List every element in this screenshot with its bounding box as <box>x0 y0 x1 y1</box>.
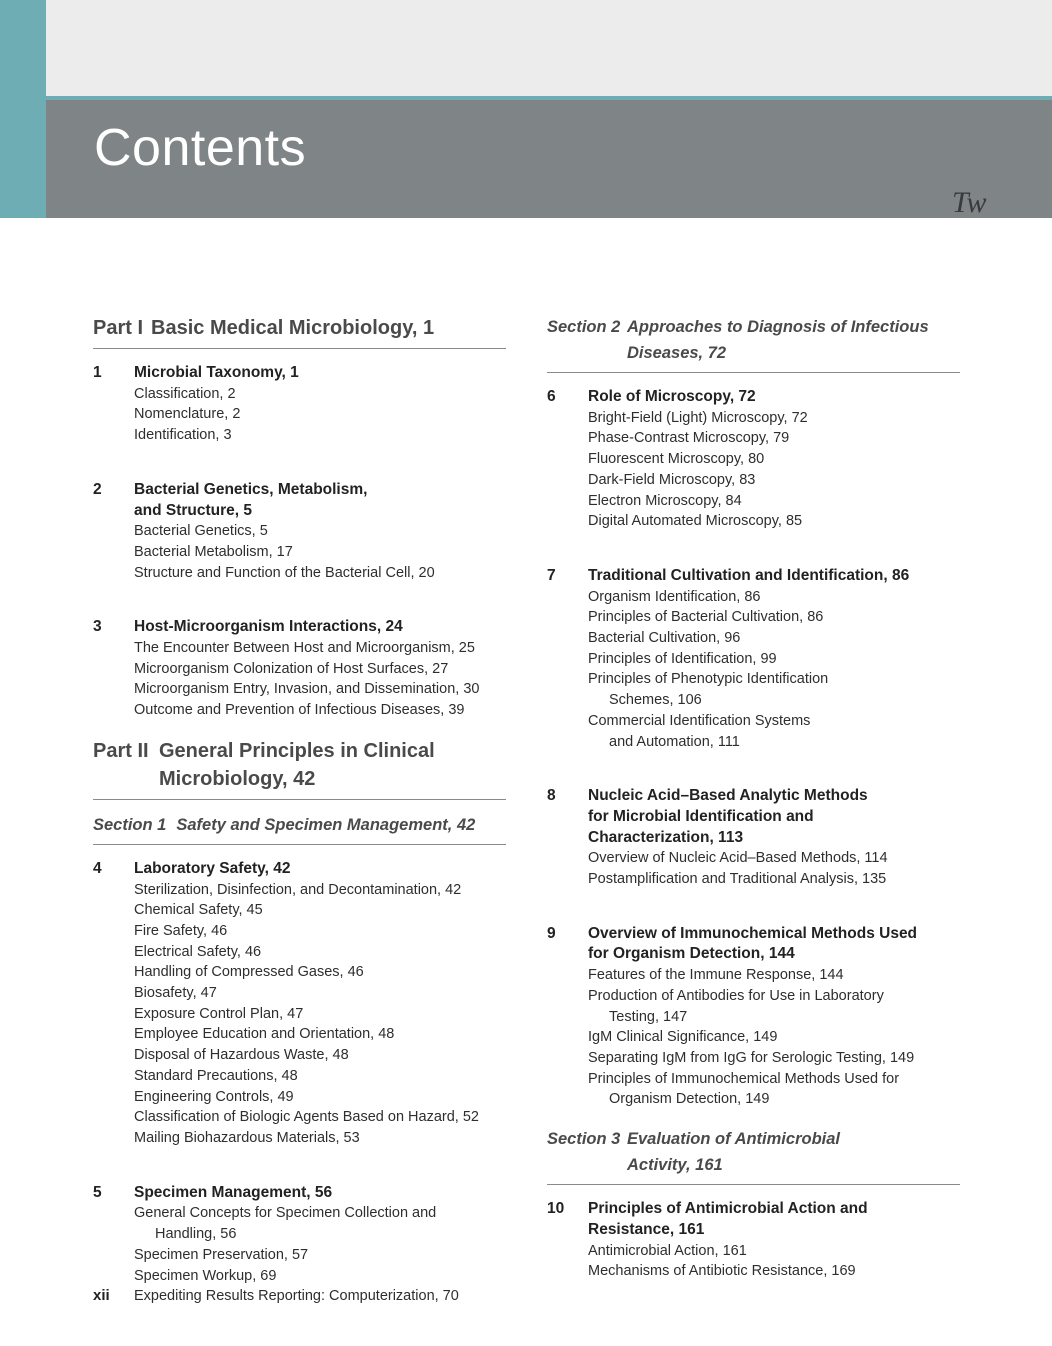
part-title-line: Microbiology, 42 <box>159 767 316 790</box>
topic-entry[interactable] <box>134 1203 506 1244</box>
chapter-entry[interactable] <box>93 480 506 584</box>
chapter-title <box>134 617 506 638</box>
topic-entry[interactable] <box>134 1066 506 1087</box>
topic-entry[interactable] <box>588 869 960 890</box>
toc-left-column <box>93 314 506 1307</box>
section-title-line: Diseases, 72 <box>627 344 727 362</box>
topic-entry-line: Structure and Function of the Bacterial Cell, 20 <box>134 564 435 581</box>
topic-entry[interactable] <box>134 1107 506 1128</box>
chapter-number: 2 <box>93 480 102 498</box>
topic-entry-line: Employee Education and Orientation, 48 <box>134 1026 395 1043</box>
topic-entry-line: Bacterial Metabolism, 17 <box>134 543 293 560</box>
chapter-number: 1 <box>93 364 102 381</box>
topic-entry[interactable] <box>588 511 960 532</box>
topic-entry[interactable] <box>588 986 960 1027</box>
topic-list <box>134 1203 506 1307</box>
chapter-entry[interactable] <box>547 1199 960 1282</box>
chapter-number: 8 <box>547 787 556 805</box>
topic-entry-line: Chemical Safety, 45 <box>134 902 263 919</box>
chapter-title <box>134 1183 506 1204</box>
header-top-band <box>0 0 1052 97</box>
chapter-title-line: for Microbial Identification and <box>588 807 814 825</box>
topic-entry[interactable] <box>134 1128 506 1149</box>
chapter-title-line: Microbial Taxonomy, 1 <box>134 364 299 381</box>
topic-list <box>588 848 960 889</box>
topic-entry[interactable] <box>588 965 960 986</box>
topic-entry[interactable] <box>588 470 960 491</box>
part-label: Part II <box>93 739 149 762</box>
topic-list <box>588 1241 960 1282</box>
chapter-number: 9 <box>547 924 556 942</box>
topic-entry[interactable] <box>588 408 960 429</box>
chapter-title-line: Host-Microorganism Interactions, 24 <box>134 618 403 636</box>
topic-entry[interactable] <box>134 1045 506 1066</box>
chapter-entry[interactable] <box>93 1183 506 1307</box>
topic-entry[interactable] <box>588 711 960 752</box>
chapter-title <box>588 1199 960 1240</box>
topic-entry-line: Electron Microscopy, 84 <box>588 492 742 509</box>
topic-entry[interactable] <box>134 521 506 542</box>
topic-entry-line: Mechanisms of Antibiotic Resistance, 169 <box>588 1263 856 1280</box>
topic-entry[interactable] <box>588 491 960 512</box>
topic-list <box>134 384 506 446</box>
topic-entry-line: Microorganism Entry, Invasion, and Dissemination, 30 <box>134 681 480 698</box>
topic-entry[interactable] <box>588 1261 960 1282</box>
topic-list <box>588 587 960 753</box>
chapter-title-line: and Structure, 5 <box>134 501 252 519</box>
topic-entry-line: Sterilization, Disinfection, and Decontamination, 42 <box>134 881 462 898</box>
part-heading[interactable] <box>93 314 506 349</box>
chapter-title-line: Nucleic Acid–Based Analytic Methods <box>588 787 868 805</box>
topic-entry[interactable] <box>134 1024 506 1045</box>
chapter-title-line: for Organism Detection, 144 <box>588 945 795 963</box>
chapter-title <box>588 786 960 848</box>
topic-entry-line: Fluorescent Microscopy, 80 <box>588 451 765 468</box>
topic-entry[interactable] <box>588 848 960 869</box>
topic-entry-line: Principles of Bacterial Cultivation, 86 <box>588 609 824 626</box>
chapter-entry[interactable] <box>547 786 960 890</box>
topic-entry[interactable] <box>588 1241 960 1262</box>
topic-entry-line: Classification of Biologic Agents Based on Hazard, 52 <box>134 1109 479 1126</box>
topic-entry-line: Expediting Results Reporting: Computerization, 70 <box>134 1288 459 1305</box>
topic-entry[interactable] <box>134 1286 506 1307</box>
topic-entry[interactable] <box>588 1027 960 1048</box>
topic-entry-line: Bacterial Genetics, 5 <box>134 523 268 540</box>
topic-entry-line: The Encounter Between Host and Microorganism, 25 <box>134 640 475 657</box>
topic-entry-line: Handling, 56 <box>155 1226 237 1243</box>
topic-entry[interactable] <box>588 1069 960 1110</box>
chapter-entry[interactable] <box>93 617 506 721</box>
section-title-line: Activity, 161 <box>627 1156 723 1175</box>
accent-bar <box>0 0 46 218</box>
chapter-title-line: Role of Microscopy, 72 <box>588 388 756 405</box>
topic-entry-line: Disposal of Hazardous Waste, 48 <box>134 1047 349 1064</box>
topic-entry[interactable] <box>134 1245 506 1266</box>
topic-entry[interactable] <box>134 659 506 680</box>
chapter-title-line: Principles of Antimicrobial Action and <box>588 1200 868 1218</box>
topic-entry[interactable] <box>134 563 506 584</box>
topic-entry-line: Schemes, 106 <box>609 692 702 709</box>
chapter-number: 7 <box>547 566 556 584</box>
topic-entry-line: Overview of Nucleic Acid–Based Methods, 114 <box>588 850 888 867</box>
topic-entry-line: Commercial Identification Systems <box>588 712 811 729</box>
topic-entry-line: Dark-Field Microscopy, 83 <box>588 471 756 488</box>
topic-entry[interactable] <box>588 1048 960 1069</box>
topic-entry[interactable] <box>134 962 506 983</box>
chapter-entry[interactable] <box>93 859 506 1149</box>
section-label: Section 3 <box>547 1130 621 1149</box>
topic-entry-line: Bacterial Cultivation, 96 <box>588 630 741 647</box>
part-label: Part I <box>93 317 144 339</box>
topic-entry-line: Production of Antibodies for Use in Laboratory <box>588 987 884 1004</box>
topic-entry-line: Postamplification and Traditional Analysis, 135 <box>588 871 887 888</box>
chapter-entry[interactable] <box>93 363 506 446</box>
chapter-title <box>134 363 506 384</box>
topic-entry-line: Antimicrobial Action, 161 <box>588 1242 747 1259</box>
topic-entry-line: Testing, 147 <box>609 1008 688 1025</box>
topic-entry-line: Specimen Workup, 69 <box>134 1267 277 1284</box>
topic-entry-line: Microorganism Colonization of Host Surfaces, 27 <box>134 660 449 677</box>
topic-entry-line: IgM Clinical Significance, 149 <box>588 1029 778 1046</box>
topic-entry[interactable] <box>134 638 506 659</box>
section-title-line: Evaluation of Antimicrobial <box>627 1130 840 1149</box>
topic-list <box>588 965 960 1110</box>
topic-entry-line: and Automation, 111 <box>609 733 740 750</box>
topic-entry[interactable] <box>134 425 506 446</box>
topic-entry[interactable] <box>588 587 960 608</box>
topic-entry[interactable] <box>134 384 506 405</box>
topic-entry[interactable] <box>588 449 960 470</box>
chapter-title <box>134 480 506 521</box>
topic-entry-line: Biosafety, 47 <box>134 985 217 1002</box>
topic-entry-line: Nomenclature, 2 <box>134 406 241 423</box>
topic-entry-line: Phase-Contrast Microscopy, 79 <box>588 430 790 447</box>
topic-entry[interactable] <box>134 542 506 563</box>
topic-entry-line: Fire Safety, 46 <box>134 922 228 939</box>
page-title: Contents <box>94 119 307 177</box>
chapter-title-line: Characterization, 113 <box>588 828 744 846</box>
chapter-title <box>588 566 960 587</box>
topic-entry[interactable] <box>588 669 960 710</box>
topic-entry-line: Digital Automated Microscopy, 85 <box>588 513 803 530</box>
topic-entry[interactable] <box>134 404 506 425</box>
chapter-title-line: Traditional Cultivation and Identification, 86 <box>588 566 910 584</box>
chapter-title-line: Resistance, 161 <box>588 1220 705 1238</box>
topic-entry[interactable] <box>134 983 506 1004</box>
topic-entry[interactable] <box>134 900 506 921</box>
publisher-logo-mark: Tw <box>952 186 987 219</box>
topic-list <box>588 408 960 532</box>
part-heading[interactable] <box>93 737 506 800</box>
topic-entry-line: Features of the Immune Response, 144 <box>588 967 844 984</box>
topic-entry-line: Organism Identification, 86 <box>588 588 761 605</box>
topic-entry[interactable] <box>134 921 506 942</box>
chapter-number: 6 <box>547 388 556 405</box>
topic-list <box>134 521 506 583</box>
topic-entry[interactable] <box>134 880 506 901</box>
page-number: xii <box>93 1287 110 1304</box>
topic-entry-line: Classification, 2 <box>134 385 236 402</box>
chapter-title-line: Overview of Immunochemical Methods Used <box>588 924 918 942</box>
topic-entry[interactable] <box>134 942 506 963</box>
topic-entry[interactable] <box>588 607 960 628</box>
section-label: Section 2 <box>547 318 621 336</box>
chapter-title <box>588 387 960 408</box>
chapter-entry[interactable] <box>547 387 960 532</box>
topic-entry-line: Principles of Immunochemical Methods Used for <box>588 1070 900 1087</box>
topic-entry-line: Identification, 3 <box>134 427 232 444</box>
topic-entry-line: Electrical Safety, 46 <box>134 943 262 960</box>
section-title: Safety and Specimen Management, 42 <box>176 815 476 834</box>
chapter-number: 10 <box>547 1200 565 1218</box>
chapter-entry[interactable] <box>547 566 960 752</box>
section-heading[interactable] <box>547 314 960 373</box>
topic-entry[interactable] <box>134 1087 506 1108</box>
topic-entry[interactable] <box>134 1004 506 1025</box>
topic-entry-line: Separating IgM from IgG for Serologic Testing, 149 <box>588 1049 915 1066</box>
toc-right-column <box>547 314 960 1282</box>
topic-entry-line: Organism Detection, 149 <box>609 1091 770 1108</box>
topic-entry-line: General Concepts for Specimen Collection and <box>134 1205 437 1222</box>
topic-entry[interactable] <box>134 700 506 721</box>
chapter-title-line: Laboratory Safety, 42 <box>134 859 291 877</box>
chapter-entry[interactable] <box>547 924 960 1110</box>
topic-entry-line: Principles of Identification, 99 <box>588 650 777 667</box>
topic-entry-line: Exposure Control Plan, 47 <box>134 1005 304 1022</box>
topic-list <box>134 880 506 1149</box>
chapter-number: 3 <box>93 618 102 636</box>
chapter-number: 5 <box>93 1183 102 1201</box>
chapter-title <box>588 924 960 965</box>
section-title-line: Approaches to Diagnosis of Infectious <box>627 318 929 336</box>
part-title-line: General Principles in Clinical <box>159 739 435 762</box>
topic-entry-line: Engineering Controls, 49 <box>134 1088 294 1105</box>
topic-entry[interactable] <box>588 628 960 649</box>
chapter-title-line: Bacterial Genetics, Metabolism, <box>134 480 368 498</box>
topic-entry[interactable] <box>588 428 960 449</box>
topic-entry[interactable] <box>134 1266 506 1287</box>
part-title: Basic Medical Microbiology, 1 <box>151 317 435 339</box>
topic-entry-line: Mailing Biohazardous Materials, 53 <box>134 1129 360 1146</box>
topic-entry-line: Handling of Compressed Gases, 46 <box>134 964 364 981</box>
chapter-title-line: Specimen Management, 56 <box>134 1183 333 1201</box>
chapter-title <box>134 859 506 880</box>
section-heading[interactable] <box>547 1126 960 1185</box>
topic-entry[interactable] <box>588 649 960 670</box>
section-label: Section 1 <box>93 815 167 834</box>
topic-entry-line: Principles of Phenotypic Identification <box>588 671 829 688</box>
topic-entry-line: Outcome and Prevention of Infectious Diseases, 39 <box>134 702 465 719</box>
topic-list <box>134 638 506 721</box>
topic-entry-line: Specimen Preservation, 57 <box>134 1246 309 1263</box>
section-heading[interactable] <box>93 812 506 845</box>
topic-entry-line: Bright-Field (Light) Microscopy, 72 <box>588 409 808 426</box>
chapter-number: 4 <box>93 859 102 877</box>
topic-entry[interactable] <box>134 679 506 700</box>
topic-entry-line: Standard Precautions, 48 <box>134 1067 298 1084</box>
